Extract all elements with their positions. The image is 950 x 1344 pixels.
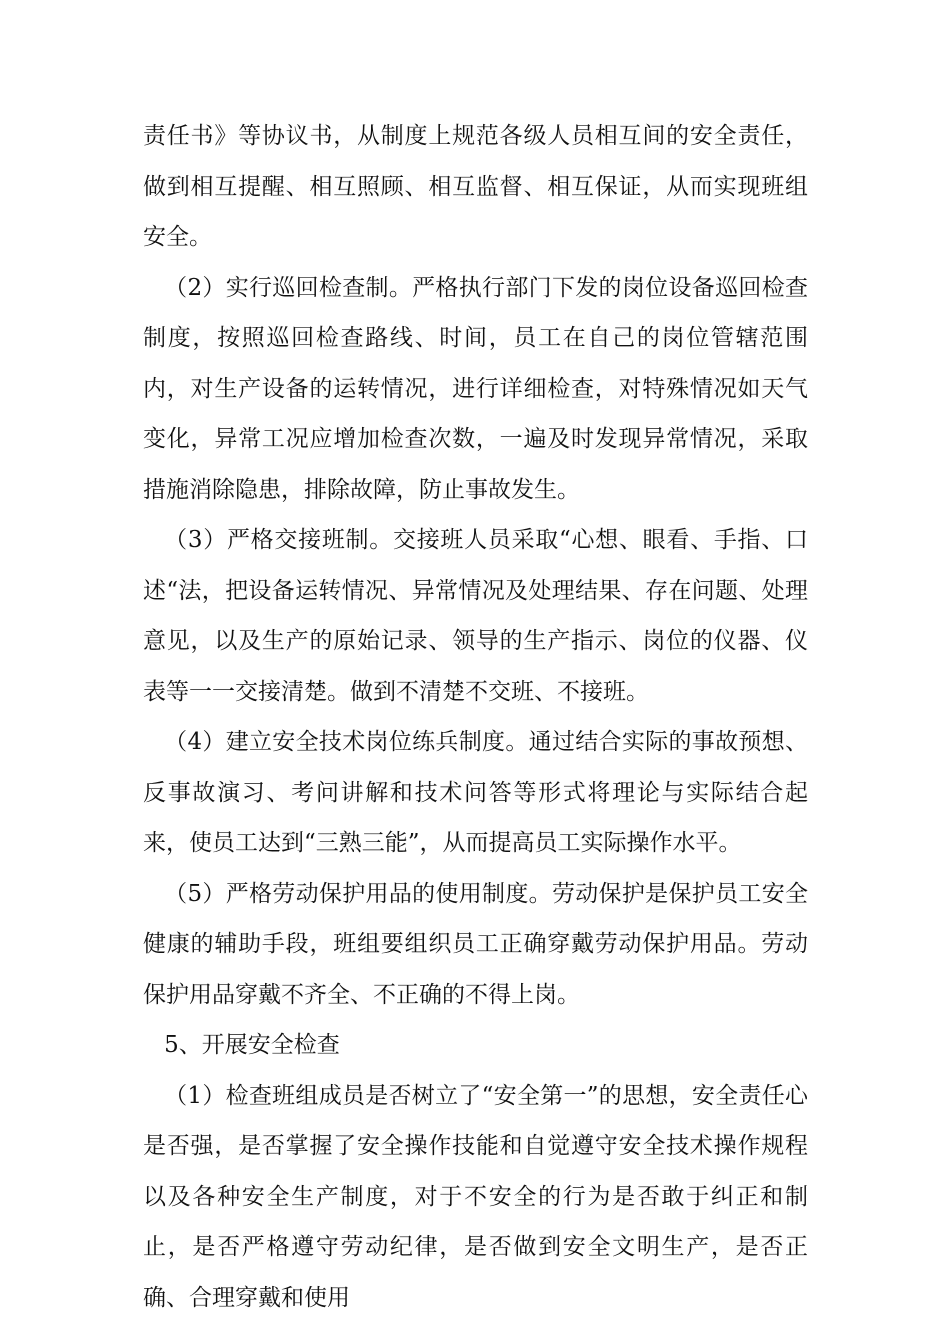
paragraph-protective-equipment: （5）严格劳动保护用品的使用制度。劳动保护是保护员工安全健康的辅助手段，班组要组织员工正确穿戴劳动保护用品。劳动保护用品穿戴不齐全、不正确的不得上岗。: [143, 880, 808, 1008]
paragraph-continuation: 责任书》等协议书，从制度上规范各级人员相互间的安全责任，做到相互提醒、相互照顾、相互监督、相互保证，从而实现班组安全。: [143, 123, 808, 250]
paragraph-patrol-inspection: （2）实行巡回检查制。严格执行部门下发的岗位设备巡回检查制度，按照巡回检查路线、时间，员工在自己的岗位管辖范围内，对生产设备的运转情况，进行详细检查，对特殊情况如天气变化，异常工况应增加检查次数，一遍及时发现异常情况，采取措施消除隐患，排除故障，防止事故发生。: [143, 274, 808, 503]
document-body: [143, 111, 808, 1323]
paragraph-shift-handover: （3）严格交接班制。交接班人员采取“心想、眼看、手指、口述“法，把设备运转情况、异常情况及处理结果、存在问题、处理意见，以及生产的原始记录、领导的生产指示、岗位的仪器、仪表等一一交接清楚。做到不清楚不交班、不接班。: [143, 527, 808, 705]
paragraph-skill-training: （4）建立安全技术岗位练兵制度。通过结合实际的事故预想、反事故演习、考问讲解和技术问答等形式将理论与实际结合起来，使员工达到“三熟三能”，从而提高员工实际操作水平。: [143, 729, 808, 856]
paragraph-inspection-items: （1）检查班组成员是否树立了“安全第一”的思想，安全责任心是否强，是否掌握了安全操作技能和自觉遵守安全技术操作规程以及各种安全生产制度，对于不安全的行为是否敢于纠正和制止，是否严格遵守劳动纪律，是否做到安全文明生产，是否正确、合理穿戴和使用: [143, 1082, 808, 1311]
section-heading-safety-inspection: 5、开展安全检查: [164, 1032, 340, 1058]
